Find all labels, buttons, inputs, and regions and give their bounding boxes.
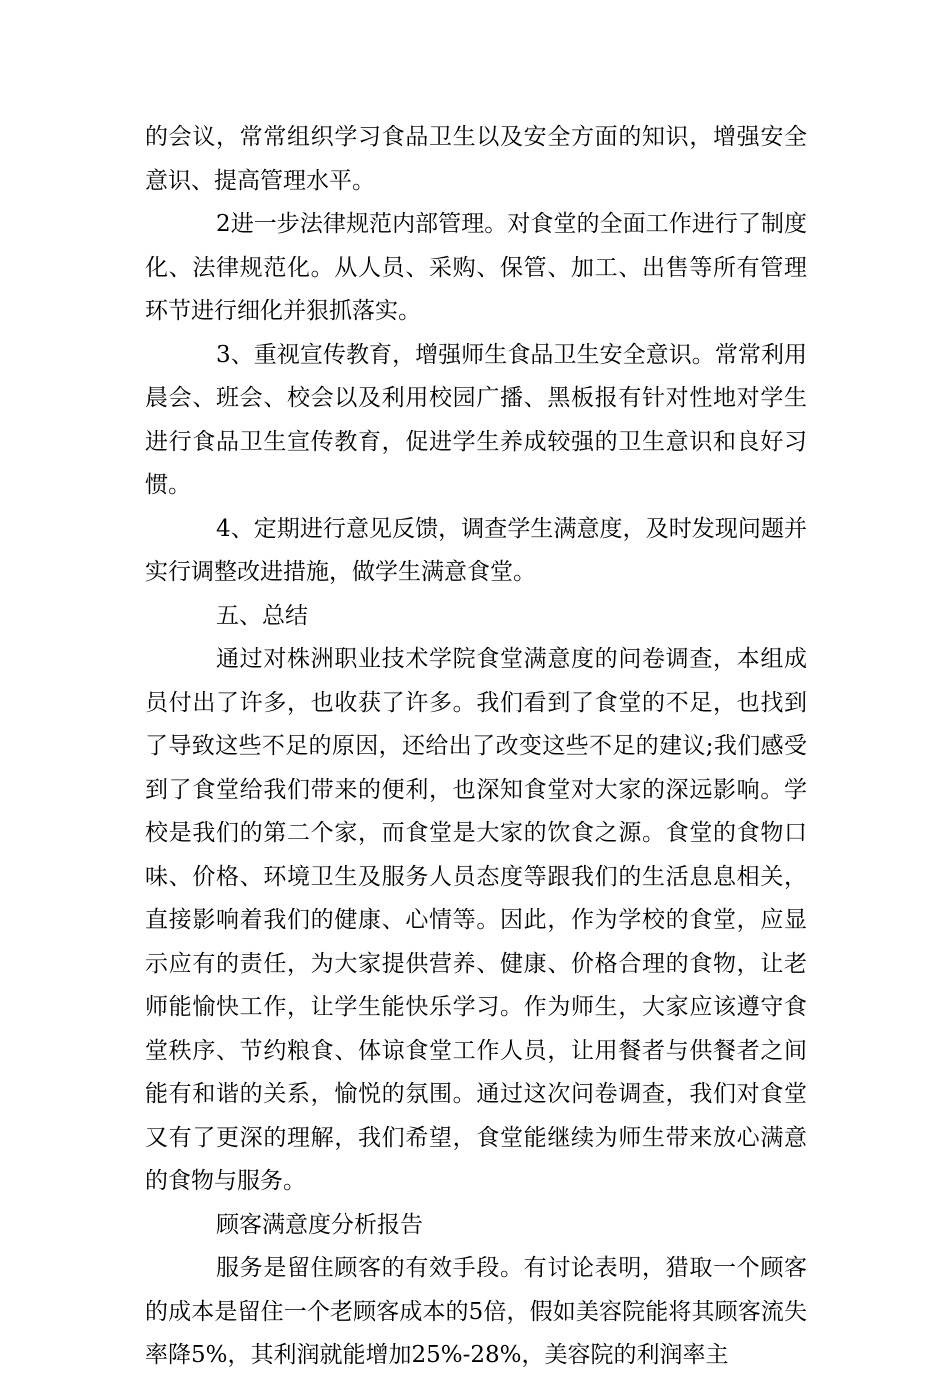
paragraph-summary: 通过对株洲职业技术学院食堂满意度的问卷调查，本组成员付出了许多，也收获了许多。我们看到了食堂的不足，也找到了导致这些不足的原因，还给出了改变这些不足的建议;我们感受到了食堂给我们带来的便利，也深知食堂对大家的深远影响。学校是我们的第二个家，而食堂是大家的饮食之源。食堂的食物口味、价格、环境卫生及服务人员态度等跟我们的生活息息相关，直接影响着我们的健康、心情等。因此，作为学校的食堂，应显示应有的责任，为大家提供营养、健康、价格合理的食物，让老师能愉快工作，让学生能快乐学习。作为师生，大家应该遵守食堂秩序、节约粮食、体谅食堂工作人员，让用餐者与供餐者之间能有和谐的关系，愉悦的氛围。通过这次问卷调查，我们对食堂又有了更深的理解，我们希望，食堂能继续为师生带来放心满意的食物与服务。 xyxy=(145,646,807,1194)
document-body xyxy=(145,116,807,1378)
paragraph-report-intro: 服务是留住顾客的有效手段。有讨论表明，猎取一个顾客的成本是留住一个老顾客成本的5倍，假如美容院能将其顾客流失率降5%，其利润就能增加25%-28%，美容院的利润率主 xyxy=(145,1255,807,1368)
paragraph-continuation: 的会议，常常组织学习食品卫生以及安全方面的知识，增强安全意识、提高管理水平。 xyxy=(145,124,807,194)
paragraph-item-4: 4、定期进行意见反馈，调查学生满意度，及时发现问题并实行调整改进措施，做学生满意食堂。 xyxy=(145,515,807,585)
report-title: 顾客满意度分析报告 xyxy=(216,1211,423,1238)
paragraph-item-3: 3、重视宣传教育，增强师生食品卫生安全意识。常常利用晨会、班会、校会以及利用校园广播、黑板报有针对性地对学生进行食品卫生宣传教育，促进学生养成较强的卫生意识和良好习惯。 xyxy=(145,341,807,498)
paragraph-item-2: 2进一步法律规范内部管理。对食堂的全面工作进行了制度化、法律规范化。从人员、采购、保管、加工、出售等所有管理环节进行细化并狠抓落实。 xyxy=(145,211,807,324)
section-heading-summary: 五、总结 xyxy=(216,602,308,629)
